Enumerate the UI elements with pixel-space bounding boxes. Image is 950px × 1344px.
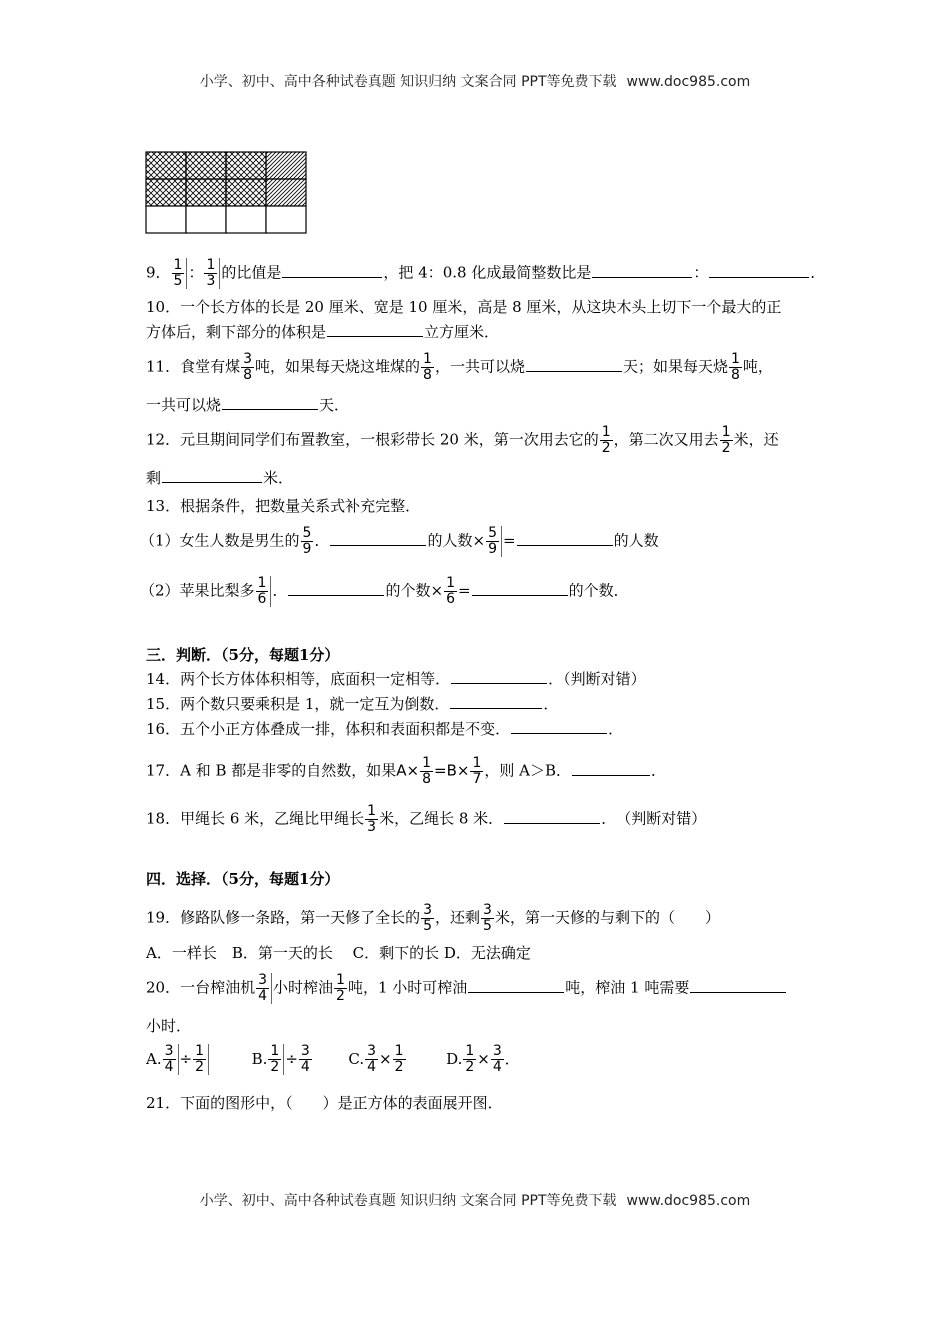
multiply-sign: × — [379, 1049, 392, 1068]
q11-text-1: 11．食堂有煤 — [146, 357, 241, 376]
q13-p1-text-3: 的人数× — [427, 531, 486, 550]
opt-b-f2-num: 3 — [300, 1043, 310, 1059]
q9-f2-den: 3 — [206, 273, 216, 289]
q16-text-2: ． — [608, 720, 624, 738]
fraction-q11-3 — [729, 352, 742, 383]
answer-blank[interactable] — [592, 263, 692, 278]
q19-f1-num: 3 — [423, 902, 433, 918]
q18-f1-num: 1 — [367, 803, 377, 819]
opt-b-f1-den: 2 — [270, 1059, 280, 1075]
q13-p1-f2-num: 5 — [488, 525, 497, 541]
section-3-heading: 三．判断．（5分，每题1分） — [146, 646, 340, 664]
banner-site: www.doc985.com — [626, 74, 751, 90]
q13-p2-f2-den: 6 — [446, 591, 455, 607]
opt-d-f2-num: 3 — [492, 1043, 502, 1059]
fraction-q12-2 — [720, 425, 733, 456]
q17-f1-den: 8 — [422, 771, 432, 787]
answer-blank[interactable] — [282, 263, 382, 278]
q17-f1-num: 1 — [422, 755, 432, 771]
q12-f1-den: 2 — [601, 440, 611, 456]
q12-f2-num: 1 — [721, 424, 731, 440]
question-12-line-1 — [146, 425, 779, 456]
q17-expr-b: =B× — [434, 761, 470, 780]
q11-text-6: 一共可以烧 — [146, 396, 222, 414]
fraction-opt-c-1 — [365, 1044, 378, 1075]
answer-blank[interactable] — [709, 263, 809, 278]
fraction-q17-1 — [420, 756, 433, 787]
grid-cell — [226, 206, 266, 233]
grid-cell — [146, 206, 186, 233]
q9-text-2: ，把 4：0.8 化成最简整数比是 — [383, 263, 592, 282]
fraction-opt-b-2 — [299, 1044, 312, 1075]
q12-text-2: ，第二次又用去 — [613, 430, 719, 449]
answer-blank[interactable] — [690, 978, 786, 993]
answer-blank[interactable] — [288, 581, 384, 596]
q17-f2-num: 1 — [472, 755, 482, 771]
q13-p2-text-5: 的个数． — [568, 581, 629, 600]
grid-cell — [266, 179, 306, 206]
fraction-q9-1 — [172, 258, 188, 289]
question-16 — [146, 719, 623, 739]
fraction-q11-1 — [241, 352, 254, 383]
q20-f2-den: 2 — [336, 988, 345, 1004]
option-a[interactable] — [146, 1043, 210, 1075]
question-13-title: 13．根据条件，把数量关系式补充完整． — [146, 497, 421, 515]
question-20-line-1 — [146, 973, 787, 1004]
option-a-label: A. — [146, 1049, 162, 1068]
q11-f3-num: 1 — [730, 351, 740, 367]
q19-text-1: 19．修路队修一条路，第一天修了全长的 — [146, 908, 421, 927]
answer-blank[interactable] — [572, 761, 650, 776]
q20-text-2: 小时榨油 — [273, 978, 334, 997]
q11-text-4: 天；如果每天烧 — [622, 357, 728, 376]
question-13-part-2 — [140, 576, 629, 607]
question-11-line-1 — [146, 352, 773, 383]
answer-blank[interactable] — [504, 809, 600, 824]
banner-text: 小学、初中、高中各种试卷真题 知识归纳 文案合同 PPT等免费下载 — [199, 74, 617, 90]
answer-blank[interactable] — [511, 719, 607, 734]
q13-p1-text-4: = — [502, 531, 516, 550]
fraction-opt-d-2 — [491, 1044, 504, 1075]
opt-c-f2-num: 1 — [394, 1043, 404, 1059]
q11-f2-num: 1 — [423, 351, 432, 367]
grid-cell — [266, 152, 306, 179]
divide-sign: ÷ — [285, 1049, 298, 1068]
answer-blank[interactable] — [472, 581, 568, 596]
q13-p2-text-4: = — [457, 581, 471, 600]
grid-cell — [146, 152, 186, 179]
multiply-sign: × — [477, 1049, 490, 1068]
q9-f1-num: 1 — [173, 257, 183, 273]
q13-p1-f2-den: 9 — [488, 541, 497, 557]
q20-f1-num: 3 — [258, 972, 268, 988]
q13-p1-text-1: （1）女生人数是男生的 — [140, 531, 300, 550]
opt-d-f2-den: 4 — [492, 1059, 502, 1075]
q17-text-2: ，则 A＞B． — [484, 761, 571, 780]
banner-text: 小学、初中、高中各种试卷真题 知识归纳 文案合同 PPT等免费下载 — [199, 1193, 617, 1209]
q13-p2-f1-den: 6 — [257, 591, 267, 607]
answer-blank[interactable] — [327, 322, 423, 337]
answer-blank[interactable] — [526, 357, 622, 372]
q17-text-3: ． — [651, 761, 667, 780]
q11-text-3: ，一共可以烧 — [434, 357, 525, 376]
q12-text-1: 12．元旦期间同学们布置教室，一根彩带长 20 米，第一次用去它的 — [146, 430, 599, 449]
grid-cell — [266, 206, 306, 233]
opt-d-f1-den: 2 — [465, 1059, 475, 1075]
question-10-line-2 — [146, 322, 499, 342]
fraction-q13-1 — [301, 526, 314, 557]
question-21: 21．下面的图形中，（ ）是正方体的表面展开图． — [146, 1094, 503, 1112]
option-c-label: C. — [348, 1049, 365, 1068]
fraction-opt-d-1 — [463, 1044, 476, 1075]
q19-f2-num: 3 — [483, 902, 492, 918]
q9-text-1: 的比值是 — [221, 263, 282, 282]
fraction-q9-2 — [204, 258, 220, 289]
q13-p2-text-1: （2）苹果比梨多 — [140, 581, 255, 600]
grid-cell — [226, 152, 266, 179]
fraction-opt-b-1 — [268, 1044, 284, 1075]
grid-cell — [186, 206, 226, 233]
divide-sign: ÷ — [179, 1049, 193, 1068]
q9-f1-den: 5 — [173, 273, 183, 289]
opt-a-f2-den: 2 — [195, 1059, 205, 1075]
q11-text-7: 天． — [319, 396, 350, 414]
q11-f1-num: 3 — [243, 351, 253, 367]
opt-c-f1-den: 4 — [367, 1059, 377, 1075]
question-14 — [146, 669, 646, 689]
fraction-opt-a-2 — [193, 1044, 209, 1075]
option-d[interactable] — [446, 1043, 520, 1075]
q10-text-2: 立方厘米． — [424, 323, 500, 341]
q9-label: 9． — [146, 263, 171, 282]
fraction-q18-1 — [365, 804, 378, 835]
q17-text-1: 17．A 和 B 都是非零的自然数，如果 — [146, 761, 397, 780]
q14-text-1: 14．两个长方体体积相等，底面积一定相等． — [146, 670, 451, 688]
opt-c-f1-num: 3 — [367, 1043, 377, 1059]
fraction-q19-2 — [481, 903, 494, 934]
q19-f1-den: 5 — [423, 918, 433, 934]
opt-c-f2-den: 2 — [394, 1059, 404, 1075]
option-c[interactable] — [348, 1043, 406, 1075]
section-4-heading: 四．选择．（5分，每题1分） — [146, 870, 340, 888]
answer-blank[interactable] — [450, 694, 542, 709]
q13-p2-text-3: 的个数× — [385, 581, 444, 600]
q17-expr-a: A× — [396, 761, 420, 780]
answer-blank[interactable] — [451, 669, 547, 684]
fraction-q13-2 — [486, 526, 502, 557]
question-18 — [146, 804, 706, 835]
q20-f1-den: 4 — [258, 988, 268, 1004]
fraction-q17-2 — [470, 756, 483, 787]
answer-blank[interactable] — [468, 978, 564, 993]
q19-f2-den: 5 — [483, 918, 492, 934]
grid-cell — [226, 179, 266, 206]
question-19 — [146, 903, 720, 934]
question-12-line-2 — [146, 468, 293, 488]
q20-text-1: 20．一台榨油机 — [146, 978, 256, 997]
q12-f1-num: 1 — [601, 424, 611, 440]
option-b-label: B. — [251, 1049, 268, 1068]
question-10-line-1: 10．一个长方体的长是 20 厘米、宽是 10 厘米，高是 8 厘米，从这块木头上切下一个最大的正 — [146, 298, 782, 316]
banner-site: www.doc985.com — [626, 1193, 751, 1209]
q13-p1-text-2: ． — [314, 531, 330, 550]
option-b[interactable] — [251, 1043, 313, 1075]
q9-colon: ： — [188, 263, 204, 282]
q11-f2-den: 8 — [423, 367, 432, 383]
fraction-q20-2 — [334, 973, 347, 1004]
q14-text-2: ．（判断对错） — [548, 670, 646, 688]
q19-text-3: 米，第一天修的与剩下的（ ） — [494, 908, 720, 927]
opt-d-f1-num: 1 — [465, 1043, 475, 1059]
shaded-grid-figure — [145, 151, 307, 239]
page-footer-banner — [0, 1190, 950, 1210]
q13-p2-f2-num: 1 — [446, 575, 455, 591]
question-20-options — [146, 1044, 520, 1075]
q13-p2-f1-num: 1 — [257, 575, 267, 591]
question-13-part-1 — [140, 526, 659, 557]
q12-f2-den: 2 — [721, 440, 731, 456]
q15-text-2: ． — [543, 695, 559, 713]
fraction-q12-1 — [600, 425, 613, 456]
q13-p1-f1-den: 9 — [302, 541, 312, 557]
q10-text-1: 方体后，剩下部分的体积是 — [146, 323, 327, 341]
q20-text-4: 吨，榨油 1 吨需要 — [565, 978, 690, 997]
question-9 — [146, 258, 825, 289]
q11-text-2: 吨，如果每天烧这堆煤的 — [255, 357, 421, 376]
grid-cell — [146, 179, 186, 206]
q12-text-5: 米． — [263, 469, 294, 487]
q12-text-3: 米，还 — [733, 430, 779, 449]
question-17 — [146, 756, 666, 787]
q11-text-5: 吨， — [742, 357, 773, 376]
option-d-label: D. — [446, 1049, 463, 1068]
q17-f2-den: 7 — [472, 771, 482, 787]
q18-text-1: 18．甲绳长 6 米，乙绳比甲绳长 — [146, 809, 365, 828]
fraction-q11-2 — [421, 352, 434, 383]
q19-text-2: ，还剩 — [435, 908, 481, 927]
opt-b-f1-num: 1 — [270, 1043, 280, 1059]
question-11-line-2 — [146, 395, 349, 415]
opt-a-f1-den: 4 — [164, 1059, 174, 1075]
opt-a-f1-num: 3 — [164, 1043, 174, 1059]
question-20-line-2: 小时． — [146, 1017, 192, 1035]
page-header-banner — [0, 71, 950, 91]
option-d-end: ． — [504, 1049, 520, 1068]
grid-cell — [186, 179, 226, 206]
fraction-q19-1 — [421, 903, 434, 934]
q13-p2-text-2: ． — [272, 581, 288, 600]
fraction-q13-3 — [256, 576, 272, 607]
fraction-q13-4 — [444, 576, 457, 607]
grid-cell — [186, 152, 226, 179]
q15-text-1: 15．两个数只要乘积是 1，就一定互为倒数． — [146, 695, 450, 713]
q9-f2-num: 1 — [206, 257, 216, 273]
q9-text-4: ． — [810, 263, 826, 282]
q20-f2-num: 1 — [336, 972, 345, 988]
answer-blank[interactable] — [517, 531, 613, 546]
q16-text-1: 16．五个小正方体叠成一排，体积和表面积都是不变． — [146, 720, 511, 738]
q12-text-4: 剩 — [146, 469, 162, 487]
q11-f1-den: 8 — [243, 367, 253, 383]
q18-text-3: ． （判断对错） — [601, 809, 707, 828]
q18-text-2: 米，乙绳长 8 米． — [379, 809, 504, 828]
q20-text-3: 吨，1 小时可榨油 — [347, 978, 468, 997]
fraction-q20-1 — [256, 973, 272, 1004]
opt-a-f2-num: 1 — [195, 1043, 205, 1059]
question-19-options: A．一样长 B．第一天的长 C．剩下的长 D．无法确定 — [146, 944, 531, 962]
answer-blank[interactable] — [222, 395, 318, 410]
q13-p1-text-5: 的人数 — [613, 531, 659, 550]
grid-svg — [145, 151, 307, 235]
fraction-opt-a-1 — [163, 1044, 179, 1075]
q11-f3-den: 8 — [730, 367, 740, 383]
opt-b-f2-den: 4 — [300, 1059, 310, 1075]
answer-blank[interactable] — [162, 468, 262, 483]
fraction-opt-c-2 — [393, 1044, 406, 1075]
answer-blank[interactable] — [330, 531, 426, 546]
question-15 — [146, 694, 558, 714]
q9-text-3: ： — [693, 263, 709, 282]
q13-p1-f1-num: 5 — [302, 525, 312, 541]
q18-f1-den: 3 — [367, 819, 377, 835]
